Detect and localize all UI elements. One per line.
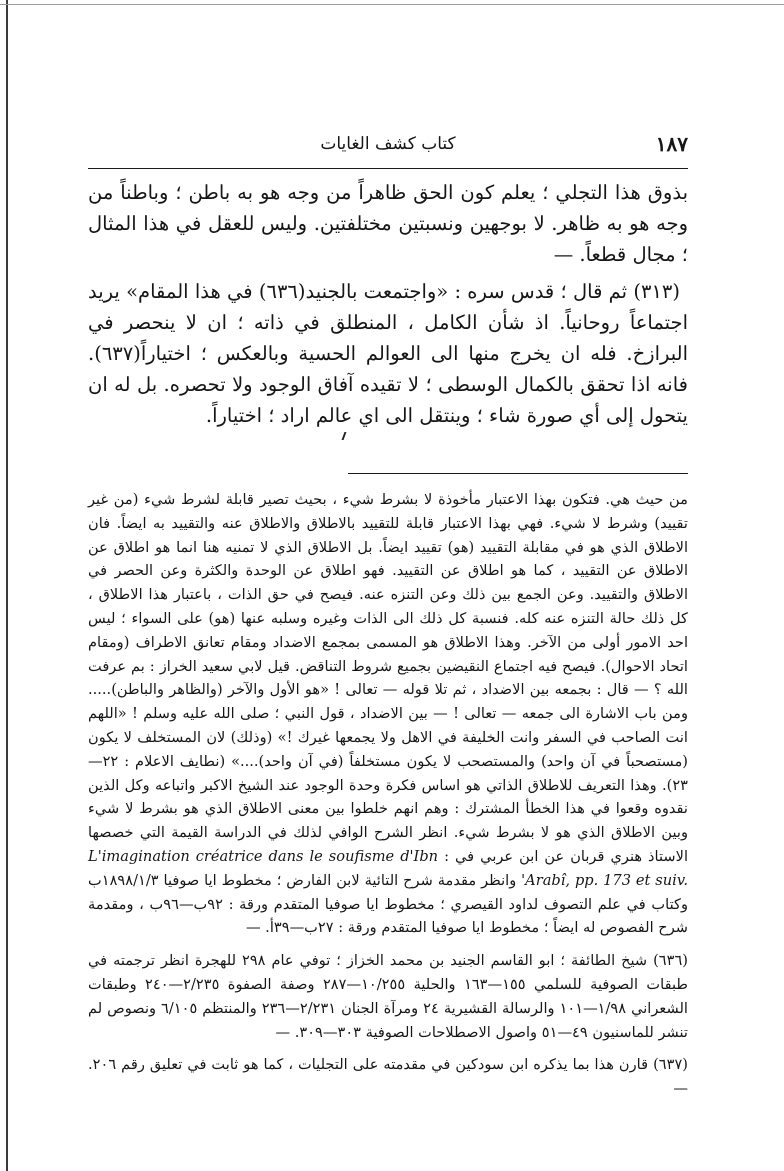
latin-citation: L'imagination créatrice dans le soufisme d'Ibn 'Arabî, pp. 173 et suiv. [88,847,688,889]
footnote-637: (٦٣٧) قارن هذا بما يذكره ابن سودكين في مقدمته على التجليات ، كما هو ثابت في تعليق رقم ٢٠٦. — [88,1056,688,1098]
footnote-continuation [88,488,688,940]
footnote-636: (٦٣٦) شيخ الطائفة ؛ ابو القاسم الجنيد بن محمد الخزاز ؛ توفي عام ٢٩٨ للهجرة انظر ترجمته في طبقات الصوفية للسلمي ١٥٥—١٦٣ والحلية ١٠/٢٥٥—٢٨٧ وصفة الصفوة ٢/٢٣٥—٢٤٠ وطبقات الشعراني ١/٩٨—١٠١ والرسالة القشيرية ٢٤ ومرآة الجنان ٢/٢٣١—٢٣٦ والمنتظم ٦/١٠٥ ونصوص لم تنشر للماسنيون ٤٩—٥١ واصول الاصطلاحات الصوفية ٣٠٣—٣٠٩. — [88,952,689,1041]
page-number: ١٨٧ [655,132,688,156]
header-rule [88,168,688,169]
stray-ink-mark [342,432,353,440]
main-text [88,177,688,431]
scan-edge-left [6,0,8,1171]
book-page [88,130,688,1130]
running-title: كتاب كشف الغايات [320,134,456,154]
footnote-continuation-text: من حيث هي. فتكون بهذا الاعتبار مأخوذة لا بشرط شيء ، بحيث تصير قابلة لشرط شيء (من غير تقييد) وشرط لا شيء. فهي بهذا الاعتبار قابلة للتقييد بالاطلاق والاطلاق عنه والتقييد به ايضاً. فان الاطلاق الذي هو في مقابلة التقييد (هو) تقييد ايضاً. بل الاطلاق الذي لا تمنيه هنا انما هو اطلاق عن الاطلاق عن التقييد ، كما هو اطلاق عن التقييد. فهو اطلاق عن الوحدة والكثرة وعن الحصر في الاطلاق والتقييد. وعن الجمع بين ذلك وعن التنزه عنه. فيصح في حق الذات ، باعتبار هذا الاطلاق ، كل ذلك حالة التنزه عنه كله. فنسبة كل ذلك الى الذات وغيره وسلبه عنها (هو) على السواء ؛ ليس احد الامور أولى من الآخر. وهذا الاطلاق هو المسمى بمجمع الاضداد ومقام تعانق الاطراف (ومقام اتحاد الاحوال). فيصح فيه اجتماع النقيضين بجميع شروط التناقض. قيل لابي سعيد الخراز : بم عرفت الله ؟ — قال : بجمعه بين الاضداد ، ثم تلا قوله — تعالى ! «هو الأول والآخر (والظاهر والباطن)..... ومن باب الاشارة الى جمعه — تعالى ! — بين الاضداد ، قول النبي ؛ صلى الله عليه وسلم ! «اللهم انت الصاحب في السفر وانت الخليفة في الاهل ولا يجمعها غيرك !» (وذلك) لان المستخلف لا يكون (مستصحباً في آن واحد) والمستصحب لا يكون مستخلفاً (في آن واحد)....» (نطايف الاعلام : ٢٢—٢٣). وهذا التعريف للاطلاق الذاتي هو اساس فكرة وحدة الوجود عند الشيخ الاكبر واتباعه وكل الذين نقدوه وقعوا في هذا الخطأ المشترك : وهم انهم خلطوا بين معنى الاطلاق الذي هو بشرط لا شيء وبين الاطلاق الذي هو لا بشرط شيء. انظر الشرح الوافي لذلك في الدراسة القيمة التي خصصها الاستاذ هنري قربان عن ابن عربي في : [88,491,689,865]
footnote-separator [348,473,688,474]
running-header [88,130,688,166]
scan-edge-top [0,4,784,5]
footnote-continuation-end: وانظر مقدمة شرح التائية لابن الفارض ؛ مخطوط ايا صوفيا ١٨٩٨/١/٣ب وكتاب في علم التصوف لداود القيصري ؛ مخطوط ايا صوفيا المتقدم ورقة : ٩٢ب—٩٦ب ، ومقدمة شرح الفصوص له ايضاً ؛ مخطوط ايا صوفيا المتقدم ورقة : ٢٧ب—٣٩أ. — [88,871,688,937]
footnotes [88,488,688,1101]
main-paragraph: بذوق هذا التجلي ؛ يعلم كون الحق ظاهراً من وجه هو به باطن ؛ وباطناً من وجه هو به ظاهر. لا بوجهين ونسبتين مختلفتين. وليس للعقل في هذا المثال ؛ مجال قطعاً. — [88,181,688,266]
main-paragraph: (٣١٣) ثم قال ؛ قدس سره : «واجتمعت بالجنيد(٦٣٦) في هذا المقام» يريد اجتماعاً روحانياً. اذ شأن الكامل ، المنطلق في ذاته ؛ ان لا ينحصر في البرازخ. فله ان يخرج منها الى العوالم الحسية وبالعكس ؛ اختياراً(٦٣٧). فانه اذا تحقق بالكمال الوسطى ؛ لا تقيده آفاق الوجود ولا تحصره. بل له ان يتحول إلى أي صورة شاء ؛ وينتقل الى اي عالم اراد ؛ اختياراً. [88,280,688,427]
